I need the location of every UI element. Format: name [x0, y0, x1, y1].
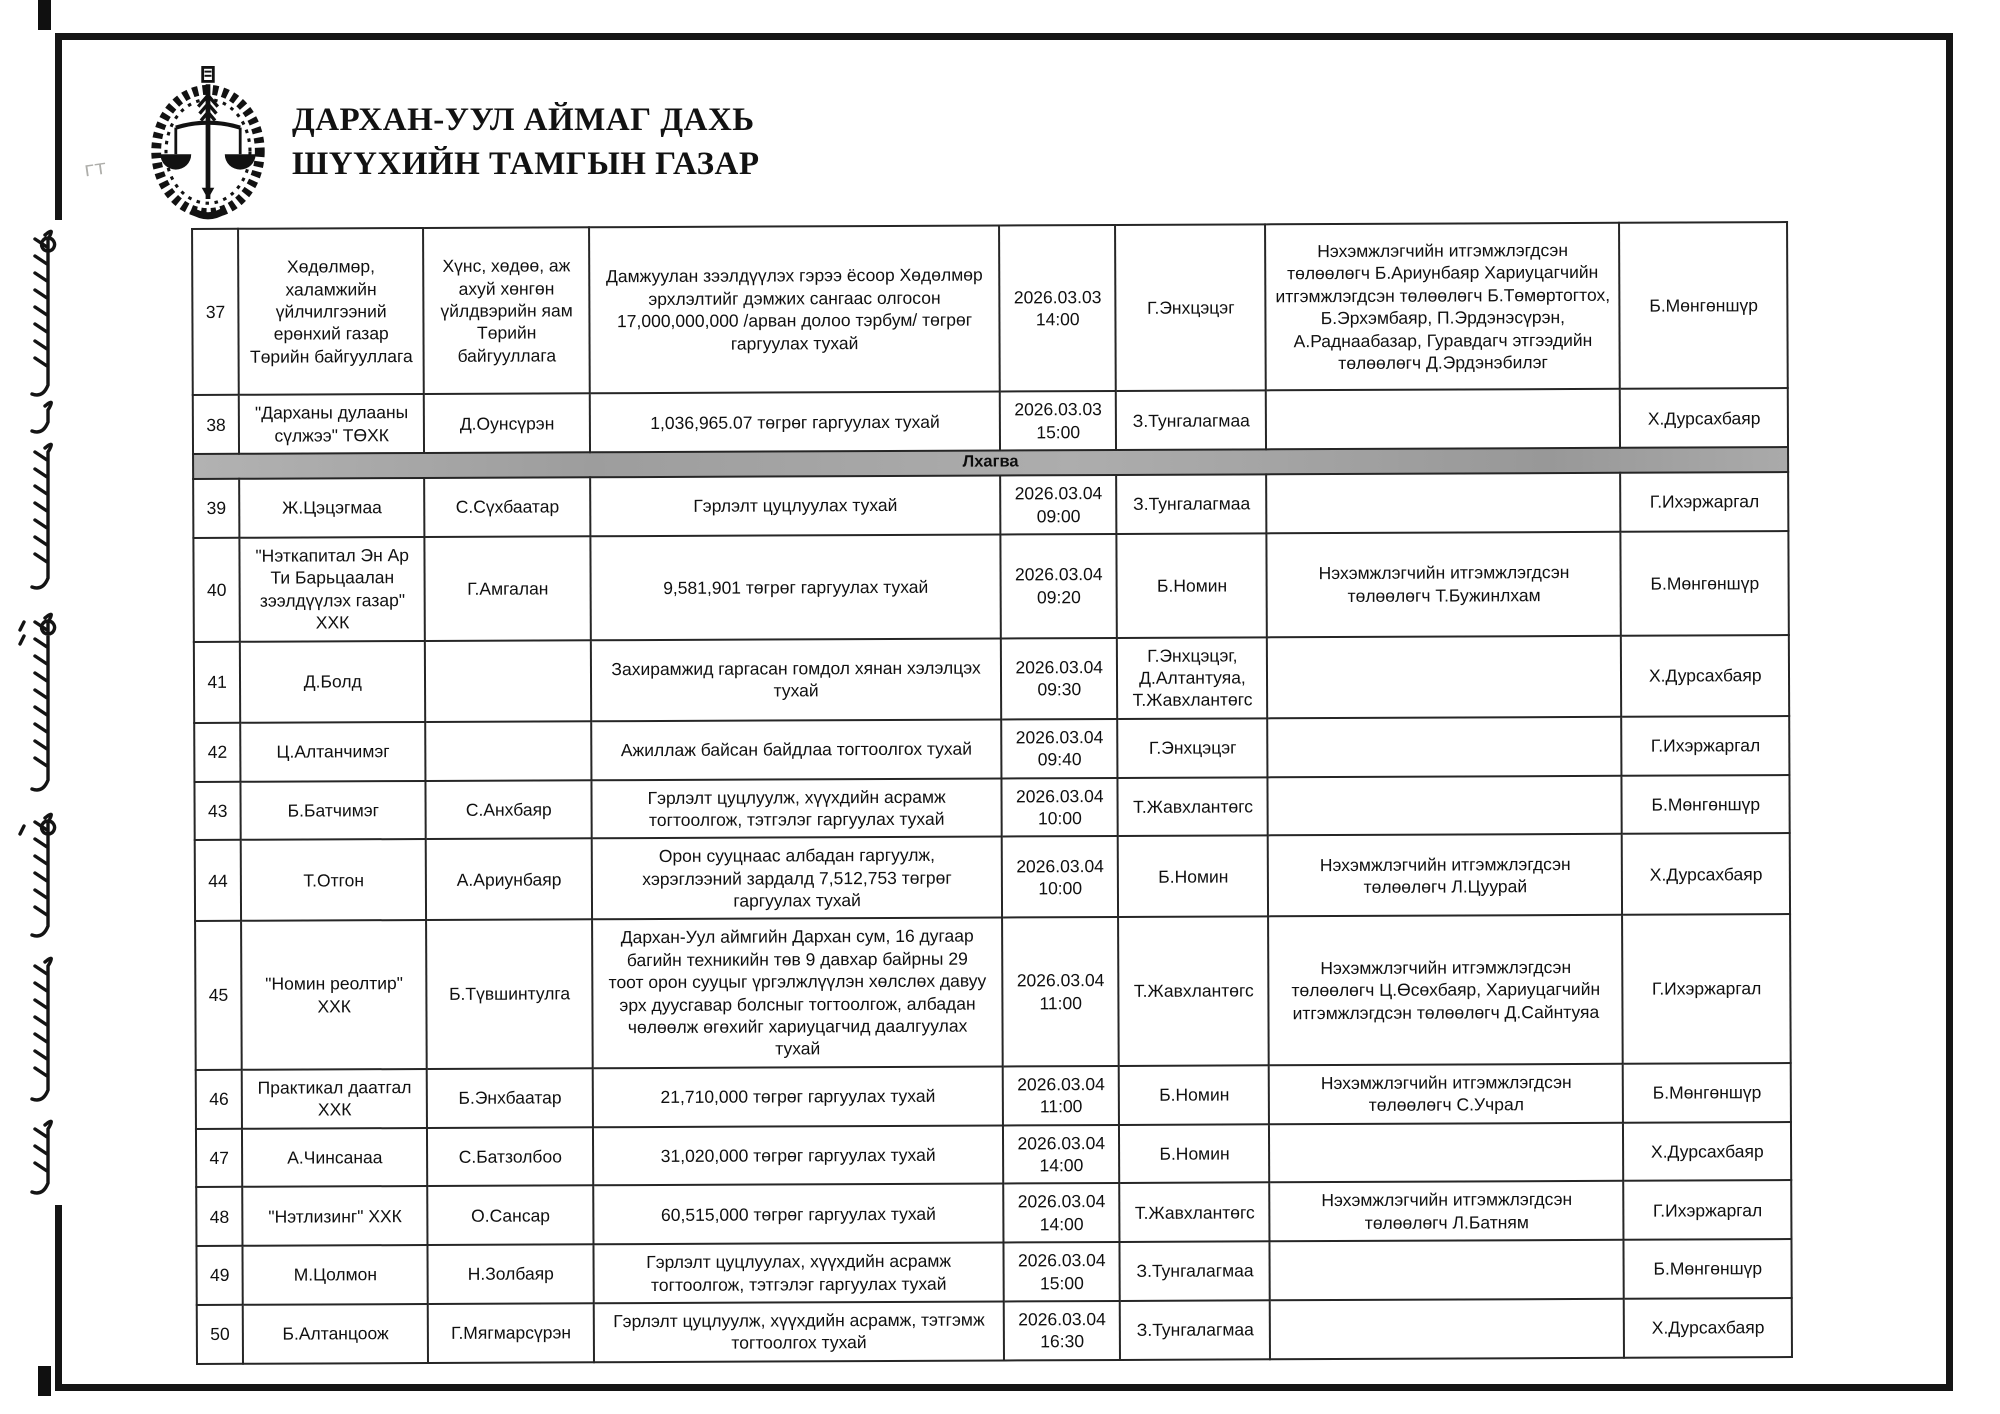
cell-representatives	[1270, 1240, 1624, 1300]
cell-case-subject: Дархан-Уул аймгийн Дархан сум, 16 дугаар багийн техникийн төв 9 давхар байрны 29 тоот орон сууцыг үргэлжлүүлэн хөлслөх давуу эрх дуусгавар болсныг тогтоолгож, албадан чөлөөлж өгөхийг хариуцагчид даалгуулах тухай	[592, 918, 1003, 1068]
handwritten-mark: гт	[82, 154, 108, 182]
cell-judge: Б.Номин	[1119, 1065, 1269, 1124]
cell-defendant: Д.Оунсүрэн	[424, 394, 590, 454]
hearing-date: 2026.03.04	[1014, 564, 1103, 585]
cell-plaintiff: "Нэтлизинг" ХХК	[242, 1186, 427, 1246]
cell-plaintiff: Б.Батчимэг	[241, 781, 426, 841]
cell-case-subject: Дамжуулан зээлдүүлэх гэрээ ёсоор Хөдөлмөр эрхлэлтийг дэмжих сангаас олгосон 17,000,000,000 /арван долоо тэрбум/ төгрөг гаргуулах тухай	[589, 225, 1000, 393]
hearing-date: 2026.03.03	[1013, 286, 1102, 308]
cell-secretary: Х.Дурсахбаяр	[1623, 1122, 1791, 1182]
cell-judge: З.Тунгалагмаа	[1117, 475, 1267, 534]
hearing-time: 14:00	[1039, 1155, 1084, 1176]
cell-plaintiff: "Номин реолтир" ХХК	[241, 920, 427, 1069]
hearing-date: 2026.03.04	[1017, 1250, 1106, 1271]
hearing-date: 2026.03.04	[1016, 970, 1105, 991]
cell-row-number: 37	[192, 229, 239, 396]
cell-row-number: 47	[196, 1128, 243, 1187]
cell-defendant: Хүнс, хөдөө, аж ахуй хөнгөн үйлдвэрийн яам Төрийн байгууллага	[423, 227, 590, 394]
cell-plaintiff: М.Цолмон	[243, 1245, 428, 1305]
cell-datetime	[1002, 778, 1119, 837]
cell-case-subject: 1,036,965.07 төгрөг гаргуулах тухай	[590, 392, 1000, 453]
cell-judge: З.Тунгалагмаа	[1120, 1241, 1270, 1300]
hearing-schedule-table	[191, 221, 1793, 1365]
hearing-date: 2026.03.04	[1017, 1191, 1106, 1212]
cell-datetime	[999, 225, 1116, 392]
hearing-date: 2026.03.04	[1015, 656, 1104, 678]
cell-judge: З.Тунгалагмаа	[1120, 1300, 1270, 1359]
scan-edge-mark-bottom	[38, 1366, 51, 1396]
cell-case-subject: 60,515,000 төгрөг гаргуулах тухай	[593, 1184, 1003, 1245]
cell-judge: Т.Жавхлантөгс	[1118, 777, 1268, 836]
cell-datetime	[1001, 638, 1118, 720]
cell-row-number: 44	[195, 840, 242, 921]
table-row	[195, 915, 1791, 1070]
cell-row-number: 38	[193, 395, 240, 454]
hearing-date: 2026.03.03	[1014, 399, 1102, 420]
cell-representatives: Нэхэмжлэгчийн итгэмжлэгдсэн төлөөлөгч Л.Цуурай	[1268, 834, 1622, 917]
cell-defendant: Н.Золбаяр	[428, 1244, 594, 1304]
cell-secretary: Х.Дурсахбаяр	[1621, 635, 1789, 717]
mongolian-vertical-script	[12, 220, 80, 1205]
cell-representatives	[1270, 1299, 1624, 1359]
cell-datetime	[1002, 917, 1119, 1066]
cell-defendant: О.Сансар	[427, 1186, 593, 1246]
cell-case-subject: Захирамжид гаргасан гомдол хянан хэлэлцэх тухай	[591, 638, 1001, 721]
cell-defendant: С.Батзолбоо	[427, 1127, 593, 1187]
scan-edge-mark-top	[38, 0, 51, 30]
cell-datetime	[1000, 475, 1117, 534]
table-row	[194, 716, 1789, 782]
cell-judge: Б.Номин	[1118, 836, 1268, 918]
hearing-time: 14:00	[1039, 1213, 1084, 1235]
cell-judge: Г.Энхцэцэг	[1118, 718, 1268, 777]
cell-representatives: Нэхэмжлэгчийн итгэмжлэгдсэн төлөөлөгч Т.Бужинлхам	[1267, 532, 1622, 637]
cell-row-number: 40	[193, 538, 240, 642]
cell-defendant: А.Ариунбаяр	[426, 839, 592, 921]
cell-secretary: Б.Мөнгөншүр	[1622, 775, 1790, 835]
cell-datetime	[1004, 1301, 1121, 1360]
cell-row-number: 39	[193, 479, 240, 538]
cell-secretary: Х.Дурсахбаяр	[1622, 833, 1790, 915]
cell-secretary: Б.Мөнгөншүр	[1623, 1063, 1791, 1123]
cell-datetime	[1004, 1242, 1121, 1301]
cell-representatives	[1268, 775, 1622, 835]
cell-row-number: 43	[194, 781, 241, 840]
cell-secretary: Г.Ихэржаргал	[1624, 1180, 1792, 1240]
hearing-time: 16:30	[1040, 1331, 1085, 1352]
table-row	[196, 1063, 1791, 1129]
cell-representatives	[1266, 389, 1620, 449]
cell-defendant: Г.Мягмарсүрэн	[428, 1303, 594, 1363]
cell-row-number: 48	[196, 1187, 243, 1246]
hearing-time: 09:40	[1037, 749, 1082, 770]
scales-icon	[138, 64, 278, 222]
cell-plaintiff: Хөдөлмөр, халамжийн үйлчилгээний ерөнхий газар Төрийн байгууллага	[238, 228, 424, 395]
cell-defendant: Г.Амгалан	[425, 536, 591, 640]
hearing-date: 2026.03.04	[1016, 855, 1104, 876]
cell-judge: Г.Энхцэцэг, Д.Алтантуяа, Т.Жавхлантөгс	[1117, 637, 1267, 719]
cell-row-number: 45	[195, 921, 242, 1070]
table-row	[194, 635, 1789, 723]
cell-plaintiff: Ж.Цэцэгмаа	[239, 478, 424, 538]
cell-case-subject: Гэрлэлт цуцлуулах тухай	[590, 476, 1000, 537]
table-row	[196, 1180, 1791, 1246]
cell-judge: Т.Жавхлантөгс	[1120, 1183, 1270, 1242]
cell-judge: Б.Номин	[1119, 1124, 1269, 1183]
hearing-date: 2026.03.04	[1015, 785, 1104, 806]
cell-row-number: 50	[197, 1305, 244, 1364]
hearing-date: 2026.03.04	[1015, 726, 1104, 748]
cell-judge: Т.Жавхлантөгс	[1119, 917, 1270, 1066]
cell-plaintiff: Ц.Алтанчимэг	[240, 722, 425, 782]
hearing-time: 09:20	[1036, 586, 1081, 608]
cell-datetime	[1003, 1183, 1120, 1242]
court-emblem	[138, 64, 278, 222]
cell-case-subject: 21,710,000 төгрөг гаргуулах тухай	[593, 1066, 1003, 1127]
cell-row-number: 46	[196, 1070, 243, 1129]
cell-plaintiff: "Дарханы дулааны сүлжээ" ТӨХК	[239, 394, 424, 454]
cell-representatives: Нэхэмжлэгчийн итгэмжлэгдсэн төлөөлөгч Ц.Өсөхбаяр, Хариуцагчийн итгэмжлэгдсэн төлөөлөгч Д.Сайнтуяа	[1268, 915, 1623, 1065]
hearing-time: 15:00	[1036, 421, 1081, 443]
cell-secretary: Г.Ихэржаргал	[1623, 915, 1791, 1064]
hearing-date: 2026.03.04	[1017, 1073, 1105, 1095]
cell-defendant: Б.Түвшинтулга	[426, 920, 593, 1069]
cell-plaintiff: "Нэткапитал Эн Ар Ти Барьцаалан зээлдүүлэх газар" ХХК	[240, 537, 425, 641]
cell-case-subject: Гэрлэлт цуцлуулах, хүүхдийн асрамж тогтоолгож, тэтгэлэг гаргуулах тухай	[594, 1243, 1004, 1304]
cell-datetime	[1002, 836, 1119, 918]
cell-representatives	[1269, 1122, 1623, 1182]
hearing-time: 14:00	[1035, 309, 1080, 330]
cell-defendant	[425, 640, 591, 722]
table-row	[192, 222, 1788, 395]
table-row	[196, 1239, 1791, 1305]
cell-defendant: С.Сүхбаатар	[424, 478, 590, 538]
hearing-time: 15:00	[1039, 1272, 1084, 1293]
cell-datetime	[1000, 534, 1117, 638]
hearing-time: 09:00	[1036, 505, 1081, 526]
cell-defendant: Б.Энхбаатар	[427, 1068, 593, 1128]
table-row	[193, 472, 1788, 538]
cell-representatives: Нэхэмжлэгчийн итгэмжлэгдсэн төлөөлөгч Б.Ариунбаяр Хариуцагчийн итгэмжлэгдсэн төлөөлөгч Б.Төмөртогтох, Б.Эрхэмбаяр, П.Эрдэнэсүрэн, А.Раднаабазар, Гуравдагч этгээдийн төлөөлөгч Д.Эрдэнэбилэг	[1265, 223, 1620, 391]
cell-secretary: Г.Ихэржаргал	[1621, 472, 1789, 532]
cell-plaintiff: Б.Алтанцоож	[243, 1304, 428, 1364]
cell-representatives: Нэхэмжлэгчийн итгэмжлэгдсэн төлөөлөгч С.Учрал	[1269, 1064, 1623, 1124]
cell-case-subject: Гэрлэлт цуцлуулж, хүүхдийн асрамж, тэтгэмж тогтоолгох тухай	[594, 1301, 1004, 1362]
cell-judge: З.Тунгалагмаа	[1116, 391, 1266, 450]
cell-case-subject: Гэрлэлт цуцлуулж, хүүхдийн асрамж тогтоолгож, тэтгэлэг гаргуулах тухай	[592, 778, 1002, 839]
cell-plaintiff: Д.Болд	[240, 641, 425, 723]
hearing-date: 2026.03.04	[1018, 1308, 1106, 1330]
cell-datetime	[1001, 719, 1118, 778]
hearing-time: 11:00	[1039, 992, 1082, 1013]
table-row	[197, 1298, 1792, 1364]
cell-plaintiff: А.Чинсанаа	[242, 1128, 427, 1188]
cell-secretary: Б.Мөнгөншүр	[1624, 1239, 1792, 1299]
hearing-time: 11:00	[1039, 1096, 1083, 1117]
table-row	[194, 775, 1789, 841]
cell-secretary: Х.Дурсахбаяр	[1620, 388, 1788, 448]
table-row	[196, 1122, 1791, 1188]
cell-case-subject: 9,581,901 төгрөг гаргуулах тухай	[591, 534, 1001, 639]
cell-case-subject: 31,020,000 төгрөг гаргуулах тухай	[593, 1125, 1003, 1186]
hearing-date: 2026.03.04	[1017, 1132, 1106, 1154]
cell-representatives: Нэхэмжлэгчийн итгэмжлэгдсэн төлөөлөгч Л.Батням	[1270, 1181, 1624, 1241]
cell-row-number: 41	[194, 641, 241, 722]
hearing-time: 10:00	[1037, 808, 1082, 829]
cell-plaintiff: Практикал даатгал ХХК	[242, 1069, 427, 1129]
cell-representatives	[1267, 473, 1621, 533]
cell-defendant: С.Анхбаяр	[426, 780, 592, 840]
cell-judge: Г.Энхцэцэг	[1116, 224, 1267, 391]
table-row	[195, 833, 1790, 921]
hearing-date: 2026.03.04	[1014, 483, 1103, 504]
cell-datetime	[1003, 1066, 1120, 1125]
day-separator-label: Лхагва	[193, 447, 1788, 479]
cell-secretary: Б.Мөнгөншүр	[1621, 531, 1789, 635]
cell-secretary: Х.Дурсахбаяр	[1624, 1298, 1792, 1358]
cell-row-number: 49	[196, 1246, 243, 1305]
cell-representatives	[1267, 635, 1621, 718]
organization-title-line2: ШҮҮХИЙН ТАМГЫН ГАЗАР	[292, 146, 760, 183]
cell-defendant	[425, 721, 591, 781]
cell-secretary: Б.Мөнгөншүр	[1620, 222, 1788, 389]
cell-row-number: 42	[194, 723, 241, 782]
cell-plaintiff: Т.Отгон	[241, 839, 426, 921]
cell-case-subject: Ажиллаж байсан байдлаа тогтоолгох тухай	[591, 719, 1001, 780]
cell-secretary: Г.Ихэржаргал	[1622, 716, 1790, 776]
hearing-time: 09:30	[1037, 679, 1082, 700]
cell-datetime	[1000, 391, 1117, 450]
table-row	[193, 531, 1788, 642]
hearing-time: 10:00	[1038, 878, 1083, 899]
table-row	[193, 388, 1788, 454]
schedule-table-body	[192, 222, 1792, 1364]
organization-title-line1: ДАРХАН-УУЛ АЙМАГ ДАХЬ	[292, 102, 755, 138]
cell-datetime	[1003, 1125, 1120, 1184]
cell-case-subject: Орон сууцнаас албадан гаргуулж, хэрэглээний зардалд 7,512,753 төгрөг гаргуулах тухай	[592, 837, 1002, 920]
cell-judge: Б.Номин	[1117, 533, 1267, 637]
cell-representatives	[1268, 717, 1622, 777]
organization-title	[292, 98, 759, 186]
